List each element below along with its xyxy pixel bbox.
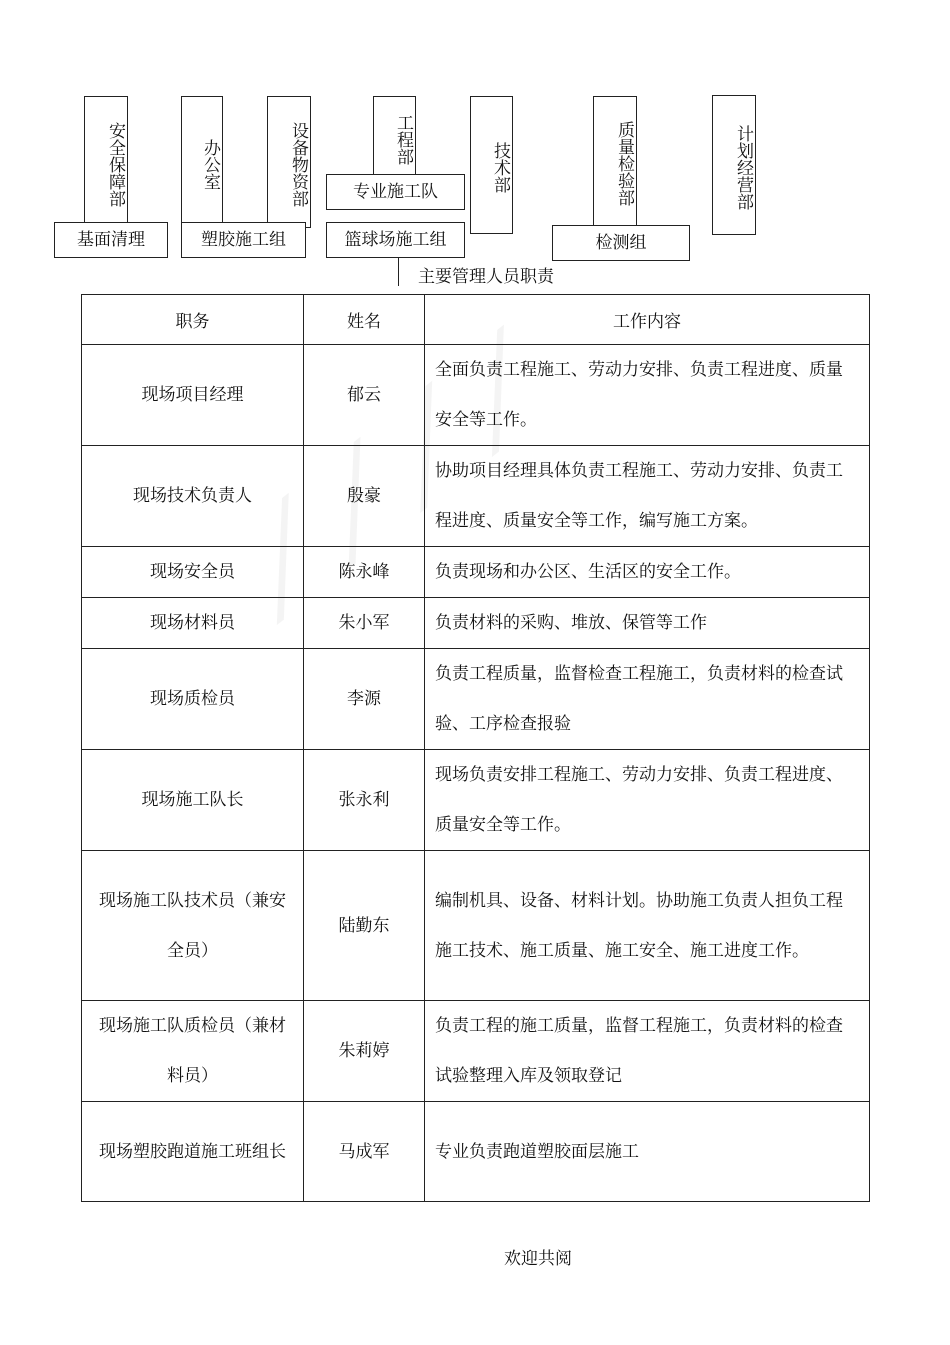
dept-office: 办公室 xyxy=(181,96,223,228)
cell-duty: 协助项目经理具体负责工程施工、劳动力安排、负责工程进度、质量安全等工作，编写施工方案。 xyxy=(425,446,870,547)
cell-role: 现场施工队质检员（兼材料员） xyxy=(82,1001,304,1102)
duties-table xyxy=(81,294,870,1202)
dept-safety: 安全保障部 xyxy=(84,96,128,228)
team-basketball: 篮球场施工组 xyxy=(326,222,465,258)
table-row xyxy=(82,1102,870,1202)
cell-duty: 现场负责安排工程施工、劳动力安排、负责工程进度、质量安全等工作。 xyxy=(425,750,870,851)
cell-duty: 负责材料的采购、堆放、保管等工作 xyxy=(425,598,870,649)
cell-name: 殷豪 xyxy=(304,446,425,547)
cell-role: 现场塑胶跑道施工班组长 xyxy=(82,1102,304,1202)
cell-name: 马成军 xyxy=(304,1102,425,1202)
table-row xyxy=(82,345,870,446)
table-row xyxy=(82,649,870,750)
table-row xyxy=(82,446,870,547)
cell-role: 现场安全员 xyxy=(82,547,304,598)
cell-role: 现场质检员 xyxy=(82,649,304,750)
table-row xyxy=(82,598,870,649)
table-row xyxy=(82,547,870,598)
cell-duty: 负责现场和办公区、生活区的安全工作。 xyxy=(425,547,870,598)
footer-text: 欢迎共阅 xyxy=(504,1249,572,1269)
dept-equipment: 设备物资部 xyxy=(267,96,311,228)
dept-planning: 计划经营部 xyxy=(712,95,756,235)
cell-duty: 负责工程的施工质量，监督工程施工，负责材料的检查试验整理入库及领取登记 xyxy=(425,1001,870,1102)
cell-name: 张永利 xyxy=(304,750,425,851)
team-specialized: 专业施工队 xyxy=(326,174,465,210)
section-title: 主要管理人员职责 xyxy=(418,267,554,287)
cell-role: 现场技术负责人 xyxy=(82,446,304,547)
cell-name: 陆勤东 xyxy=(304,851,425,1001)
cell-name: 朱小军 xyxy=(304,598,425,649)
dept-engineering: 工程部 xyxy=(373,96,416,178)
cell-name: 朱莉婷 xyxy=(304,1001,425,1102)
table-row xyxy=(82,851,870,1001)
cell-duty: 全面负责工程施工、劳动力安排、负责工程进度、质量安全等工作。 xyxy=(425,345,870,446)
table-header-row xyxy=(82,295,870,345)
connector-line xyxy=(398,258,399,286)
header-name: 姓名 xyxy=(304,295,425,345)
cell-role: 现场施工队技术员（兼安全员） xyxy=(82,851,304,1001)
cell-name: 陈永峰 xyxy=(304,547,425,598)
cell-name: 李源 xyxy=(304,649,425,750)
cell-role: 现场施工队长 xyxy=(82,750,304,851)
table-row xyxy=(82,750,870,851)
dept-technology: 技术部 xyxy=(470,96,513,234)
team-surface-cleaning: 基面清理 xyxy=(54,222,168,258)
header-duty: 工作内容 xyxy=(425,295,870,345)
cell-role: 现场材料员 xyxy=(82,598,304,649)
table-row xyxy=(82,1001,870,1102)
header-role: 职务 xyxy=(82,295,304,345)
cell-name: 郁云 xyxy=(304,345,425,446)
cell-duty: 专业负责跑道塑胶面层施工 xyxy=(425,1102,870,1202)
cell-duty: 负责工程质量，监督检查工程施工，负责材料的检查试验、工序检查报验 xyxy=(425,649,870,750)
cell-duty: 编制机具、设备、材料计划。协助施工负责人担负工程施工技术、施工质量、施工安全、施工进度工作。 xyxy=(425,851,870,1001)
team-testing: 检测组 xyxy=(552,225,690,261)
cell-role: 现场项目经理 xyxy=(82,345,304,446)
dept-quality: 质量检验部 xyxy=(593,96,637,226)
team-plastic: 塑胶施工组 xyxy=(181,222,306,258)
